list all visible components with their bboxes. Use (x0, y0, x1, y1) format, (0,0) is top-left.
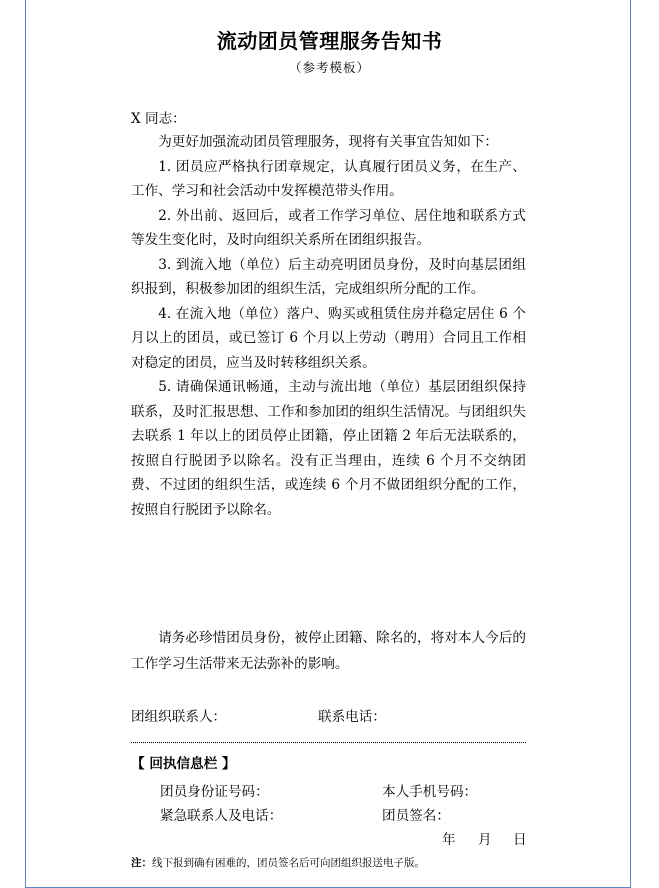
salutation: X 同志： (131, 111, 186, 127)
footnote-text: 线下报到确有困难的，团员签名后可向团组织报送电子版。 (152, 857, 425, 869)
notice-item-4: 4. 在流入地（单位）落户、购买或租赁住房并稳定居住 6 个月以上的团员，或已签订 6 个月以上劳动（聘用）合同且工作相对稳定的团员，应当及时转移组织关系。 (131, 305, 526, 371)
footnote (131, 855, 425, 870)
page-subtitle: （参考模板） (288, 60, 370, 75)
cut-line-divider (131, 742, 526, 743)
notice-item-1: 1. 团员应严格执行团章规定，认真履行团员义务，在生产、工作、学习和社会活动中发挥模范带头作用。 (131, 158, 526, 199)
notice-item-3: 3. 到流入地（单位）后主动亮明团员身份，及时向基层团组织报到，积极参加团的组织生活，完成组织所分配的工作。 (131, 256, 526, 297)
notice-body (131, 130, 526, 522)
notice-item-5: 5. 请确保通讯畅通，主动与流出地（单位）基层团组织保持联系，及时汇报思想、工作和参加团的组织生活情况。与团组织失去联系 1 年以上的团员停止团籍，停止团籍 2 年后无法联系的，按照自行脱团予以除名。没有正当理由，连续 6 个月不交纳团费、不过团的组织生活，或连续 6 个月不做团组织分配的工作，按照自行脱团予以除名。 (131, 379, 526, 518)
signature-label: 团员签名： (382, 808, 450, 824)
mobile-number-label: 本人手机号码： (382, 784, 478, 800)
emergency-contact-label: 紧急联系人及电话： (160, 808, 283, 824)
date-month-label: 月 (478, 832, 492, 848)
date-year-label: 年 (442, 832, 456, 848)
footnote-prefix: 注： (131, 857, 152, 869)
date-day-label: 日 (513, 832, 527, 848)
id-number-label: 团员身份证号码： (160, 784, 269, 800)
warning-paragraph: 请务必珍惜团员身份，被停止团籍、除名的，将对本人今后的工作学习生活带来无法弥补的影响。 (131, 630, 526, 672)
page-title: 流动团员管理服务告知书 (216, 29, 443, 53)
receipt-section-title: 【 回执信息栏 】 (131, 756, 236, 772)
contact-phone-label: 联系电话： (318, 709, 386, 725)
notice-item-2: 2. 外出前、返回后，或者工作学习单位、居住地和联系方式等发生变化时，及时向组织关系所在团组织报告。 (131, 207, 526, 248)
contact-person-label: 团组织联系人： (131, 709, 227, 725)
intro-paragraph: 为更好加强流动团员管理服务，现将有关事宜告知如下： (158, 134, 499, 150)
